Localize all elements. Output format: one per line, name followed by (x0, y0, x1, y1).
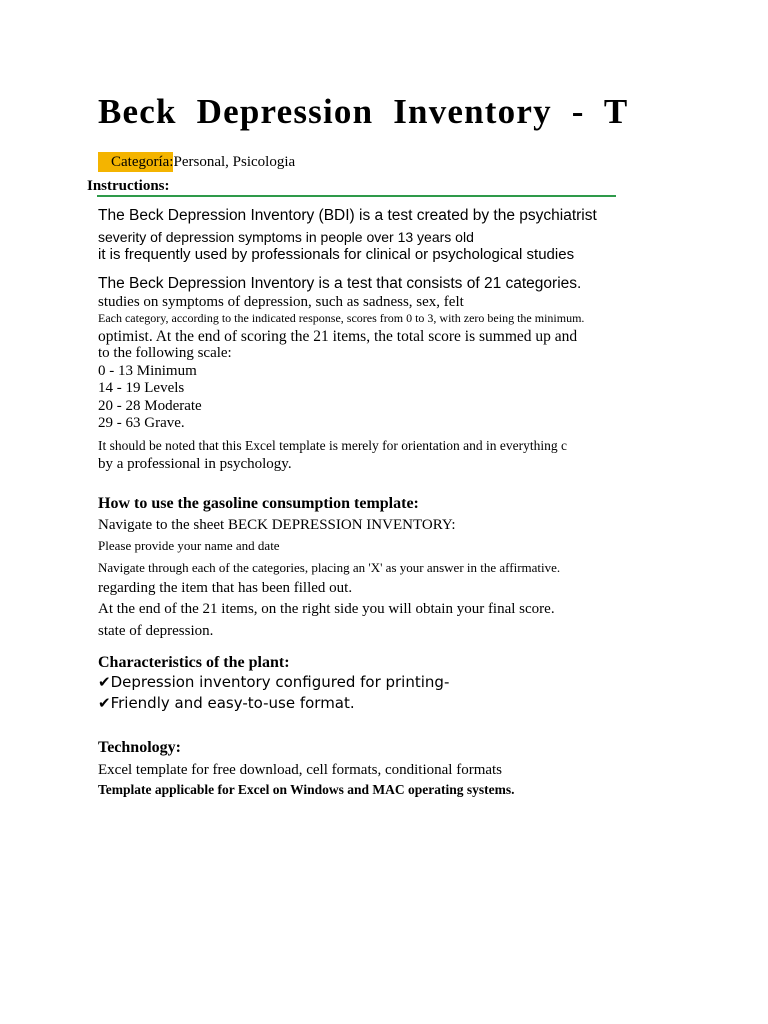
howto-line: state of depression. (98, 623, 214, 639)
instructions-heading: Instructions: (87, 178, 170, 194)
instructions-line: it is frequently used by professionals for clinical or psychological studies (98, 246, 575, 263)
technology-heading: Technology: (98, 739, 181, 756)
instructions-line: optimist. At the end of scoring the 21 items, the total score is summed up and (98, 328, 578, 345)
instructions-line: The Beck Depression Inventory is a test that consists of 21 categories. (98, 275, 582, 292)
category-row (98, 152, 295, 172)
instructions-line: severity of depression symptoms in people over 13 years old (98, 229, 474, 245)
scale-item: 20 - 28 Moderate (98, 398, 202, 414)
howto-line: regarding the item that has been filled out. (98, 580, 353, 596)
characteristic-item: ✔Friendly and easy-to-use format. (98, 694, 355, 712)
characteristic-item: ✔Depression inventory configured for printing- (98, 673, 450, 691)
instructions-line: Each category, according to the indicated response, scores from 0 to 3, with zero being the minimum. (98, 311, 585, 325)
instructions-line: The Beck Depression Inventory (BDI) is a test created by the psychiatrist (98, 207, 597, 224)
technology-line: Excel template for free download, cell formats, conditional formats (98, 762, 503, 778)
scale-item: 14 - 19 Levels (98, 380, 185, 396)
howto-line: Navigate through each of the categories, placing an 'X' as your answer in the affirmative. (98, 560, 561, 575)
category-label: Categoría: (98, 152, 173, 172)
howto-line: Navigate to the sheet BECK DEPRESSION INVENTORY: (98, 517, 456, 533)
instructions-line: studies on symptoms of depression, such as sadness, sex, felt (98, 294, 464, 310)
howto-line: At the end of the 21 items, on the right side you will obtain your final score. (98, 601, 555, 617)
section-divider (97, 195, 616, 197)
technology-line: Template applicable for Excel on Windows and MAC operating systems. (98, 782, 515, 797)
instructions-line: by a professional in psychology. (98, 456, 292, 472)
scale-item: 29 - 63 Grave. (98, 415, 185, 431)
howto-line: Please provide your name and date (98, 538, 280, 553)
howto-heading: How to use the gasoline consumption template: (98, 495, 419, 512)
instructions-line: It should be noted that this Excel template is merely for orientation and in everything c (98, 438, 567, 453)
scale-item: 0 - 13 Minimum (98, 363, 197, 379)
category-value: Personal, Psicologia (173, 154, 296, 170)
characteristics-heading: Characteristics of the plant: (98, 654, 290, 671)
instructions-line: to the following scale: (98, 345, 232, 361)
page-title: Beck Depression Inventory - T (98, 92, 629, 131)
